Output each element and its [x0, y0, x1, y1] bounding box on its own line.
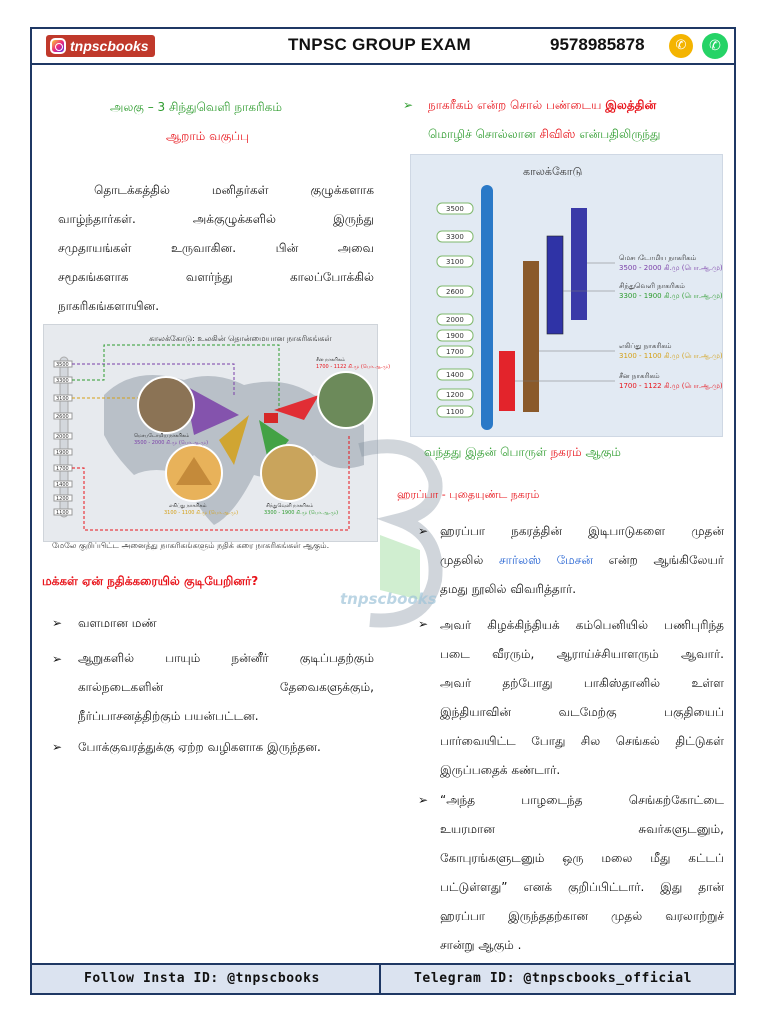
- paragraph-line: உயரமான சுவர்களுடனும்,: [440, 822, 724, 836]
- watermark-text: tnpscbooks: [340, 590, 437, 608]
- timeline-scale-label: 3100: [446, 258, 464, 266]
- question-heading: மக்கள் ஏன் நதிக்கரையில் குடியேறினர்?: [42, 574, 259, 588]
- indus-years: 3300 - 1900 கி.மு (பொ.ஆ.மு): [619, 292, 723, 300]
- paragraph-line: கோபுரங்களுடனும் ஒரு மலை மீது கட்டப்: [440, 851, 724, 865]
- timeline-title: காலக்கோடு: [523, 165, 583, 178]
- harappa-heading: [397, 488, 539, 503]
- latin-term: இலத்தின்: [605, 98, 657, 112]
- timeline-scale-label: 1400: [446, 371, 464, 379]
- list-item-text: நீர்ப்பாசனத்திற்கும் பயன்பட்டன.: [78, 709, 259, 723]
- arrow-bullet-icon: ➢: [52, 616, 63, 630]
- meaning-text: வந்தது இதன் பொருள்: [424, 445, 551, 459]
- harappa-para-3: [440, 786, 724, 960]
- mesopotamia-label: மெசபடோமிய நாகரிகம்: [134, 433, 190, 439]
- mesopotamia-label: மெசபடோமிய நாகரிகம்: [619, 254, 697, 262]
- paragraph-line: தொடக்கத்தில் மனிதர்கள் குழுக்களாக: [94, 183, 374, 197]
- timeline-scale-label: 2600: [446, 288, 464, 296]
- whatsapp-icon[interactable]: ✆: [702, 33, 728, 59]
- intro-paragraph: [58, 176, 374, 321]
- intro-line: [428, 127, 660, 143]
- map-scale-label: 1400: [56, 482, 69, 488]
- brand-badge[interactable]: [46, 35, 155, 57]
- map-scale-label: 1200: [56, 496, 69, 502]
- harappa-para-2: [440, 611, 724, 785]
- paragraph-line: “அந்த பாழடைந்த செங்கற்கோட்டை: [440, 793, 724, 807]
- telegram-handle[interactable]: Telegram ID: @tnpscbooks_official: [414, 971, 693, 986]
- list-item-text: போக்குவரத்துக்கு ஏற்ற வழிகளாக இருந்தன.: [78, 740, 321, 754]
- class-title: ஆறாம் வகுப்பு: [166, 129, 250, 143]
- china-marker: [264, 413, 278, 423]
- intro-text: என்பதிலிருந்து: [575, 127, 661, 141]
- indus-label: சிந்துவெளி நாகரிகம்: [266, 503, 314, 509]
- china-bar: [499, 351, 515, 411]
- great-wall-photo: [318, 372, 374, 428]
- header-phone[interactable]: 9578985878: [550, 35, 645, 54]
- civis-term: சிவிஸ்: [539, 127, 576, 141]
- charles-masson-term: சார்லஸ் மேசன்: [498, 553, 594, 567]
- harappa-para-1: [440, 517, 724, 604]
- egypt-years: 3100 - 1100 கி.மு (பொ.ஆ.மு): [164, 510, 239, 516]
- paragraph-line: சமூகங்களாக வளர்ந்து காலப்போக்கில்: [58, 270, 374, 284]
- intro-text: மொழிச் சொல்லான: [428, 127, 540, 141]
- timeline-axis: [481, 185, 493, 430]
- paragraph-line: நாகரிகங்களாயின.: [58, 299, 160, 313]
- paragraph-line: தமது நூலில் விவரித்தார்.: [440, 582, 577, 596]
- list-item-text: கால்நடைகளின் தேவைகளுக்கும்,: [78, 680, 374, 694]
- paragraph-line: அவர் கிழக்கிந்தியக் கம்பெனியில் பணிபுரிந்த: [440, 618, 724, 632]
- paragraph-line: சமுதாயங்கள் உருவாகின. பின் அவை: [58, 241, 374, 255]
- timeline-scale-label: 1900: [446, 332, 464, 340]
- timeline-scale-label: 2000: [446, 316, 464, 324]
- paragraph-line: வாழ்ந்தார்கள். அக்குழுக்களில் இருந்து: [58, 212, 374, 226]
- intro-text: நாகரீகம் என்ற சொல் பண்டைய: [428, 98, 606, 112]
- map-scale-label: 3100: [56, 396, 69, 402]
- paragraph-line: இருப்பதைக் கண்டார்.: [440, 763, 561, 777]
- civilizations-map-figure: [43, 324, 391, 542]
- harappa-term: ஹரப்பா: [397, 488, 439, 501]
- indus-seal-photo: [261, 445, 317, 501]
- map-scale-label: 1700: [56, 466, 69, 472]
- paragraph-line: ஹரப்பா நகரத்தின் இடிபாடுகளை முதன்: [440, 524, 724, 538]
- paragraph-line: இந்தியாவின் வடமேற்கு பகுதியைப்: [440, 705, 724, 719]
- harappa-subtitle: - புதையுண்ட நகரம்: [438, 488, 540, 501]
- brand-name: tnpscbooks: [70, 38, 149, 54]
- timeline-scale-label: 1700: [446, 348, 464, 356]
- mesopotamia-years: 3500 - 2000 கி.மு (பொ.ஆ.மு): [619, 264, 723, 272]
- china-label: சீன நாகரிகம்: [619, 372, 660, 380]
- arrow-bullet-icon: ➢: [418, 524, 429, 538]
- timeline-figure: [410, 154, 723, 437]
- egypt-label: எகிப்து நாகரிகம்: [619, 342, 672, 350]
- indus-bar: [547, 236, 563, 334]
- nagaram-term: நகரம்: [550, 445, 582, 459]
- timeline-scale-label: 3300: [446, 233, 464, 241]
- timeline-scale-label: 1100: [446, 408, 464, 416]
- paragraph-text: முதலில்: [440, 553, 499, 567]
- header-title: TNPSC GROUP EXAM: [288, 35, 472, 54]
- paragraph-text: என்ற ஆங்கிலேயர்: [593, 553, 724, 567]
- paragraph-line: பார்வையிட்ட போது சில செங்கல் திட்டுகள்: [440, 734, 724, 748]
- mesopotamia-bar: [571, 208, 587, 320]
- arrow-bullet-icon: ➢: [418, 617, 429, 631]
- paragraph-line: ஹரப்பா இருந்ததற்கான முதல் வரலாற்றுச்: [440, 909, 724, 923]
- unit-title: அலகு – 3 சிந்துவெளி நாகரிகம்: [110, 100, 282, 114]
- meaning-line: [424, 445, 621, 461]
- footer-divider: [379, 965, 381, 995]
- map-scale-label: 2600: [56, 414, 69, 420]
- instagram-icon: [50, 38, 66, 54]
- page-footer: [32, 963, 734, 993]
- paragraph-line: [440, 546, 724, 575]
- indus-years: 3300 - 1900 கி.மு (பொ.ஆ.மு): [264, 510, 339, 516]
- paragraph-line: அவர் தற்போது பாகிஸ்தானில் உள்ள: [440, 676, 724, 690]
- timeline-scale-label: 1200: [446, 391, 464, 399]
- egypt-label: எகிப்து நாகரிகம்: [169, 503, 207, 509]
- paragraph-line: சான்று ஆகும் .: [440, 938, 522, 952]
- mesopotamia-photo: [138, 377, 194, 433]
- arrow-bullet-icon: ➢: [418, 793, 429, 807]
- arrow-bullet-icon: ➢: [403, 98, 414, 112]
- world-map-illustration: [44, 325, 391, 543]
- egypt-years: 3100 - 1100 கி.மு (பொ.ஆ.மு): [619, 352, 723, 360]
- china-years: 1700 - 1122 கி.மு (பொ.ஆ.மு): [316, 364, 391, 370]
- meaning-text: ஆகும்: [581, 445, 621, 459]
- china-label: சீன நாகரிகம்: [316, 357, 346, 363]
- arrow-bullet-icon: ➢: [52, 740, 63, 754]
- map-scale-label: 1900: [56, 450, 69, 456]
- indus-label: சிந்துவெளி நாகரிகம்: [619, 282, 685, 290]
- map-caption: மேலே குறிப்பிட்ட அனைத்து நாகரிகங்களும் நதிக் கரை நாகரிகங்கள் ஆகும்.: [52, 541, 330, 550]
- timeline-scale-label: 3500: [446, 205, 464, 213]
- intro-line: [428, 98, 656, 114]
- paragraph-line: பட்டுள்ளது” எனக் குறிப்பிட்டார். இது தான்: [440, 880, 724, 894]
- paragraph-line: படை வீரரும், ஆராய்ச்சியாளரும் ஆவார்.: [440, 647, 724, 661]
- map-scale-label: 1100: [56, 510, 69, 516]
- timeline-chart: [411, 155, 724, 438]
- map-scale-label: 2000: [56, 434, 69, 440]
- page-header: [32, 29, 734, 65]
- map-scale-label: 3300: [56, 378, 69, 384]
- list-item-text: வளமான மண்: [78, 616, 157, 630]
- china-years: 1700 - 1122 கி.மு (பொ.ஆ.மு): [619, 382, 723, 390]
- arrow-bullet-icon: ➢: [52, 652, 63, 666]
- list-item-text: ஆறுகளில் பாயும் நன்னீர் குடிப்பதற்கும்: [78, 651, 374, 665]
- map-title: காலக்கோடு: உலகின் தொன்மையான நாகரிகங்கள்: [149, 334, 332, 343]
- egypt-bar: [523, 261, 539, 412]
- instagram-handle[interactable]: Follow Insta ID: @tnpscbooks: [84, 971, 320, 986]
- map-scale-label: 3500: [56, 362, 69, 368]
- phone-call-icon[interactable]: ✆: [669, 34, 693, 58]
- mesopotamia-years: 3500 - 2000 கி.மு (பொ.ஆ.மு): [134, 440, 209, 446]
